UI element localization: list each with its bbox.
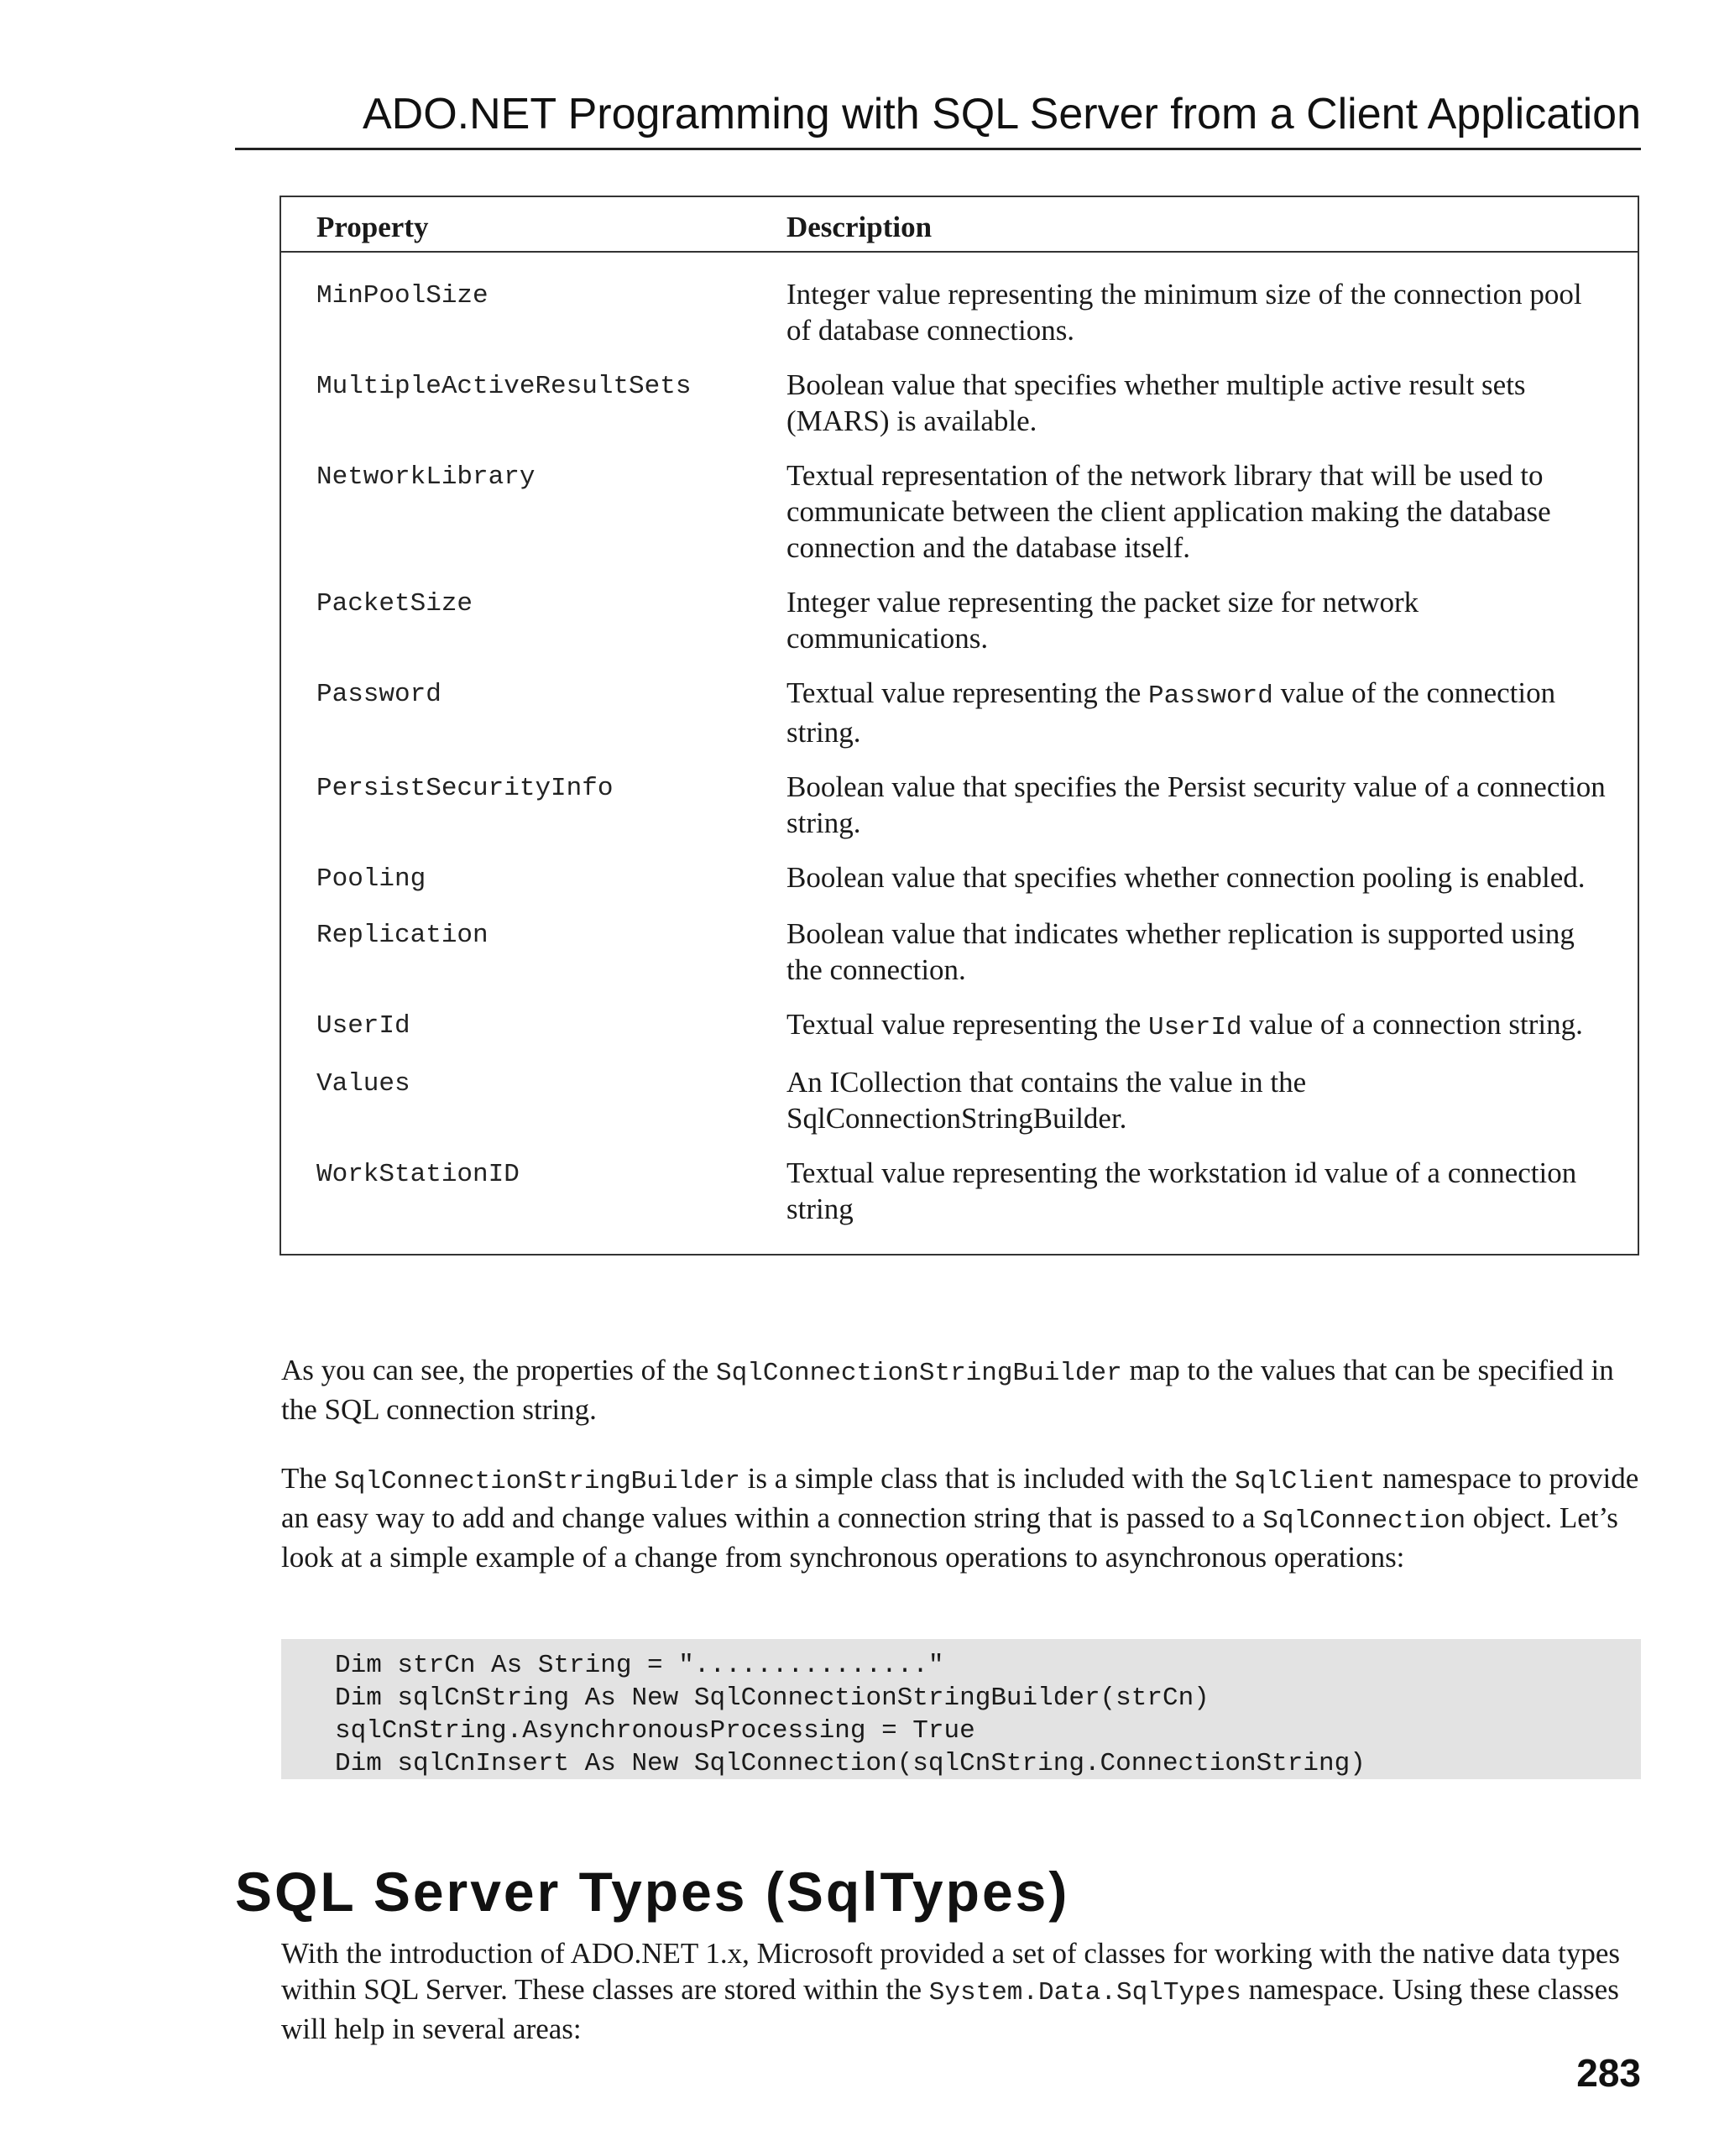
page-number: 283 (1576, 2051, 1641, 2095)
property-description: Textual representation of the network library that will be used to communicate between the client application making the database connection and the database itself. (786, 459, 1551, 564)
table-row (281, 916, 1638, 988)
table-body (281, 253, 1638, 1254)
property-name: NetworkLibrary (316, 462, 536, 492)
property-name: MinPoolSize (316, 281, 489, 311)
table-row (281, 675, 1638, 750)
table-row (281, 1155, 1638, 1227)
property-name: PacketSize (316, 589, 473, 619)
property-description: Boolean value that specifies whether connection pooling is enabled. (786, 861, 1586, 894)
body-paragraph-3: With the introduction of ADO.NET 1.x, Microsoft provided a set of classes for working with the native data types within SQL Server. These classes are stored within the System.Data.SqlTypes namespace. Using these classes will help in several areas: (281, 1937, 1620, 2045)
table-row (281, 769, 1638, 841)
body-paragraph-1: As you can see, the properties of the SqlConnectionStringBuilder map to the values that can be specified in the SQL connection string. (281, 1354, 1614, 1426)
code-line: Dim sqlCnString As New SqlConnectionStringBuilder(strCn) (335, 1684, 1210, 1713)
table-row (281, 1006, 1638, 1046)
running-head (235, 84, 1641, 150)
property-name: Pooling (316, 864, 426, 894)
table-row (281, 457, 1638, 566)
property-description: Textual value representing the workstation id value of a connection string (786, 1156, 1577, 1225)
section-heading: SQL Server Types (SqlTypes) (235, 1861, 1070, 1923)
code-line: sqlCnString.AsynchronousProcessing = True (335, 1716, 975, 1746)
property-description: Integer value representing the packet size for network communications. (786, 586, 1419, 655)
table-header (281, 197, 1638, 253)
body-paragraph-2: The SqlConnectionStringBuilder is a simple class that is included with the SqlClient namespace to provide an easy way to add and change values within a connection string that is passed to a SqlConnection object. Let’s look at a simple example of a change from synchronous operations to asynchronous operations: (281, 1462, 1639, 1574)
property-description: An ICollection that contains the value in the SqlConnectionStringBuilder. (786, 1066, 1307, 1135)
property-description: Textual value representing the Password value of the connection string. (786, 676, 1556, 749)
property-name: Values (316, 1069, 410, 1099)
code-line: Dim sqlCnInsert As New SqlConnection(sqlCnString.ConnectionString) (335, 1749, 1366, 1778)
property-description: Boolean value that indicates whether replication is supported using the connection. (786, 917, 1575, 986)
property-description: Textual value representing the UserId value of a connection string. (786, 1008, 1583, 1042)
properties-table (280, 196, 1639, 1255)
table-row (281, 1064, 1638, 1136)
property-description: Integer value representing the minimum size of the connection pool of database connections. (786, 278, 1582, 347)
property-name: PersistSecurityInfo (316, 774, 614, 803)
column-header-description: Description (786, 211, 933, 243)
table-row (281, 859, 1638, 897)
table-row (281, 276, 1638, 348)
code-line: Dim strCn As String = "..............." (335, 1651, 944, 1680)
table-row (281, 367, 1638, 439)
property-description: Boolean value that specifies whether multiple active result sets (MARS) is available. (786, 368, 1526, 437)
property-name: Replication (316, 921, 489, 950)
property-name: UserId (316, 1011, 410, 1041)
property-name: Password (316, 680, 442, 709)
property-name: WorkStationID (316, 1160, 520, 1189)
table-row (281, 584, 1638, 656)
running-head-title: ADO.NET Programming with SQL Server from a Client Application (362, 90, 1641, 138)
property-description: Boolean value that specifies the Persist security value of a connection string. (786, 770, 1606, 839)
column-header-property: Property (316, 211, 429, 243)
code-block (281, 1639, 1641, 1779)
property-name: MultipleActiveResultSets (316, 372, 692, 401)
